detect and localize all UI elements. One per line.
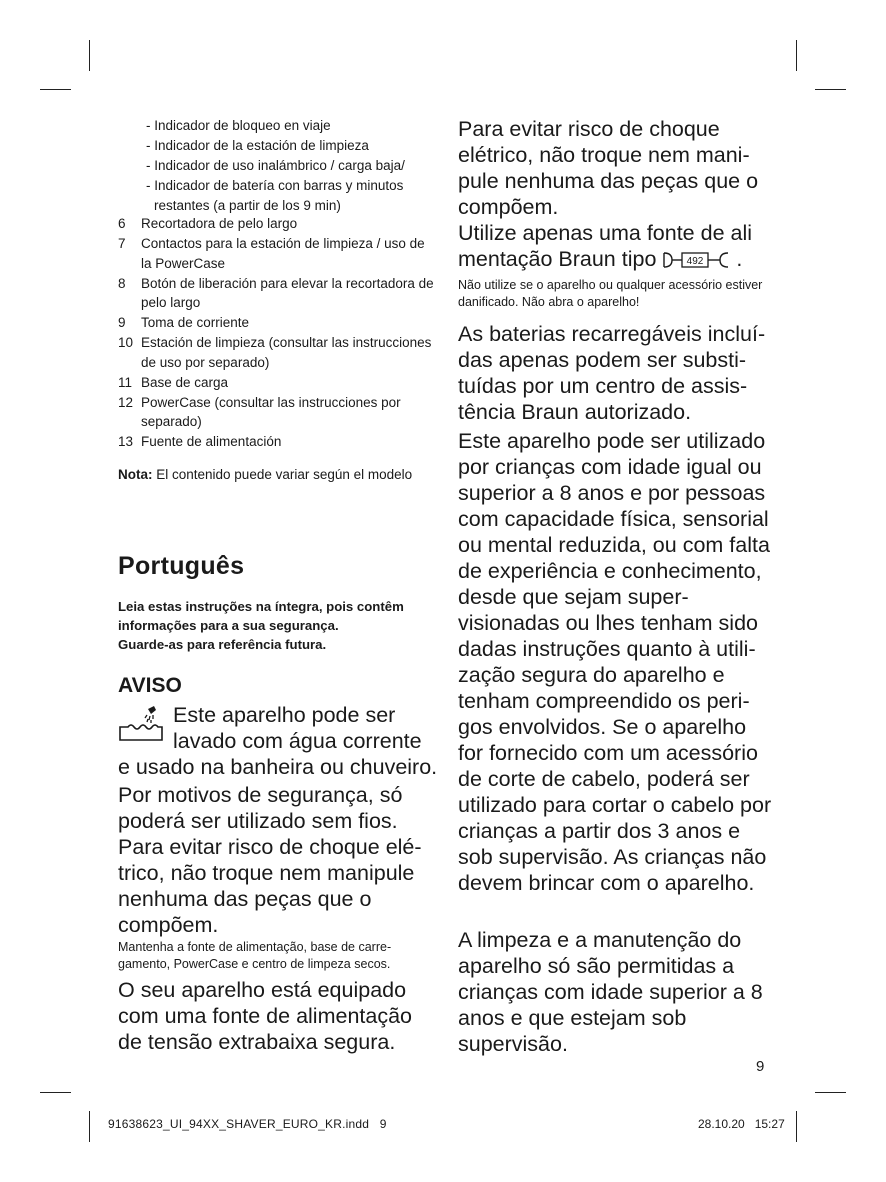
supply-period: . — [736, 247, 743, 271]
list-item — [118, 333, 436, 372]
crop-mark — [40, 1092, 71, 1093]
crop-mark — [796, 40, 797, 71]
intro-line: Guarde-as para referência futura. — [118, 637, 327, 652]
supply-line-2 — [458, 246, 776, 272]
sub-item: - Indicador de uso inalámbrico / carga baja/ — [146, 158, 405, 173]
crop-mark — [815, 89, 846, 90]
list-item — [118, 234, 436, 273]
spanish-sub-list — [146, 116, 436, 216]
item-text: Contactos para la estación de limpieza / uso de la PowerCase — [141, 236, 425, 271]
supply-code: 492 — [687, 256, 704, 267]
power-supply-symbol — [662, 250, 736, 270]
list-item — [118, 313, 436, 333]
paragraph-children: Este aparelho pode ser utilizado por crianças com idade igual ou superior a 8 anos e por pessoas com capacidade física, sensorial ou mental reduzida, ou com falta de experiência e conhecimento, desde que sejam supervisionadas ou lhes tenham sido dadas instruções quanto à utilização segura do aparelho e tenham compreendido os perigos envolvidos. Se o aparelho for fornecido com um acessório de corte de cabelo, poderá ser utilizado para cortar o cabelo por crianças a partir dos 3 anos e sob supervisão. As crianças não devem brincar com o aparelho. — [458, 429, 772, 895]
item-number: 12 — [118, 394, 134, 410]
page-number: 9 — [756, 1058, 765, 1075]
item-number: 11 — [118, 374, 133, 390]
crop-mark — [815, 1092, 846, 1093]
footer-date: 28.10.20 15:27 — [698, 1117, 785, 1131]
footer-filename: 91638623_UI_94XX_SHAVER_EURO_KR.indd 9 — [108, 1117, 387, 1131]
intro-line: Leia estas instruções na íntegra, pois contêm informações para a sua segurança. — [118, 599, 404, 633]
crop-mark — [40, 89, 71, 90]
supply-line: Utilize apenas uma fonte de ali — [458, 221, 753, 245]
spanish-numbered-list — [118, 214, 436, 452]
list-item — [118, 214, 436, 234]
item-number: 7 — [118, 236, 126, 251]
item-text: Recortadora de pelo largo — [141, 216, 298, 231]
sub-item: - Indicador de batería con barras y minutos restantes (a partir de los 9 min) — [146, 178, 404, 213]
nota-text: El contenido puede variar según el modelo — [152, 467, 413, 482]
paragraph-voltage: O seu aparelho está equipado com uma fonte de alimentação de tensão extrabaixa segura. — [118, 978, 412, 1054]
item-number: 6 — [118, 216, 126, 231]
supply-text: mentação Braun tipo — [458, 247, 657, 271]
list-item — [118, 432, 436, 452]
paragraph-batteries: As baterias recarregáveis incluídas apenas podem ser substituídas por um centro de assistência Braun autorizado. — [458, 322, 766, 424]
nota-label: Nota: — [118, 467, 153, 482]
paragraph-cleaning: A limpeza e a manutenção do aparelho só são permitidas a crianças com idade superior a 8 anos e que estejam sob supervisão. — [458, 928, 763, 1056]
sub-item: - Indicador de la estación de limpieza — [146, 138, 369, 153]
sub-item: - Indicador de bloqueo en viaje — [146, 118, 331, 133]
paragraph-cordless: Por motivos de segurança, só poderá ser utilizado sem fios. — [118, 783, 403, 833]
paragraph-shock-left: Para evitar risco de choque elétrico, não troque nem manipule nenhuma das peças que o compõem. — [118, 835, 422, 937]
item-text: Toma de corriente — [141, 315, 250, 330]
paragraph-shock-right: Para evitar risco de choque elétrico, não troque nem manipule nenhuma das peças que o compõem. — [458, 117, 759, 219]
crop-mark — [796, 1111, 797, 1142]
crop-mark — [89, 40, 90, 71]
item-number: 9 — [118, 315, 126, 330]
item-text: Estación de limpieza (consultar las instrucciones de uso por separado) — [141, 335, 432, 370]
item-text: Base de carga — [141, 374, 229, 390]
crop-mark — [89, 1111, 90, 1142]
item-number: 10 — [118, 335, 134, 350]
item-number: 13 — [118, 434, 134, 449]
paragraph-bath: e usado na banheira ou chuveiro. — [118, 755, 438, 779]
list-item — [118, 373, 436, 393]
warning-heading: AVISO — [118, 674, 182, 697]
list-item — [118, 393, 436, 432]
intro-text — [118, 597, 438, 654]
nota — [118, 465, 438, 484]
paragraph-damaged: Não utilize se o aparelho ou qualquer acessório estiver danificado. Não abra o aparelho! — [458, 278, 763, 309]
shower-wash-icon — [118, 703, 164, 743]
paragraph-supply — [458, 220, 776, 272]
list-item — [118, 274, 436, 313]
washable-text: Este aparelho pode ser lavado com água corrente — [173, 703, 422, 753]
item-text: PowerCase (consultar las instrucciones por separado) — [141, 394, 401, 429]
paragraph-keep-dry: Mantenha a fonte de alimentação, base de carregamento, PowerCase e centro de limpeza secos. — [118, 940, 392, 971]
item-number: 8 — [118, 275, 126, 291]
section-heading: Português — [118, 552, 245, 580]
item-text: Fuente de alimentación — [141, 434, 282, 449]
item-text: Botón de liberación para elevar la recortadora de pelo largo — [141, 275, 434, 310]
